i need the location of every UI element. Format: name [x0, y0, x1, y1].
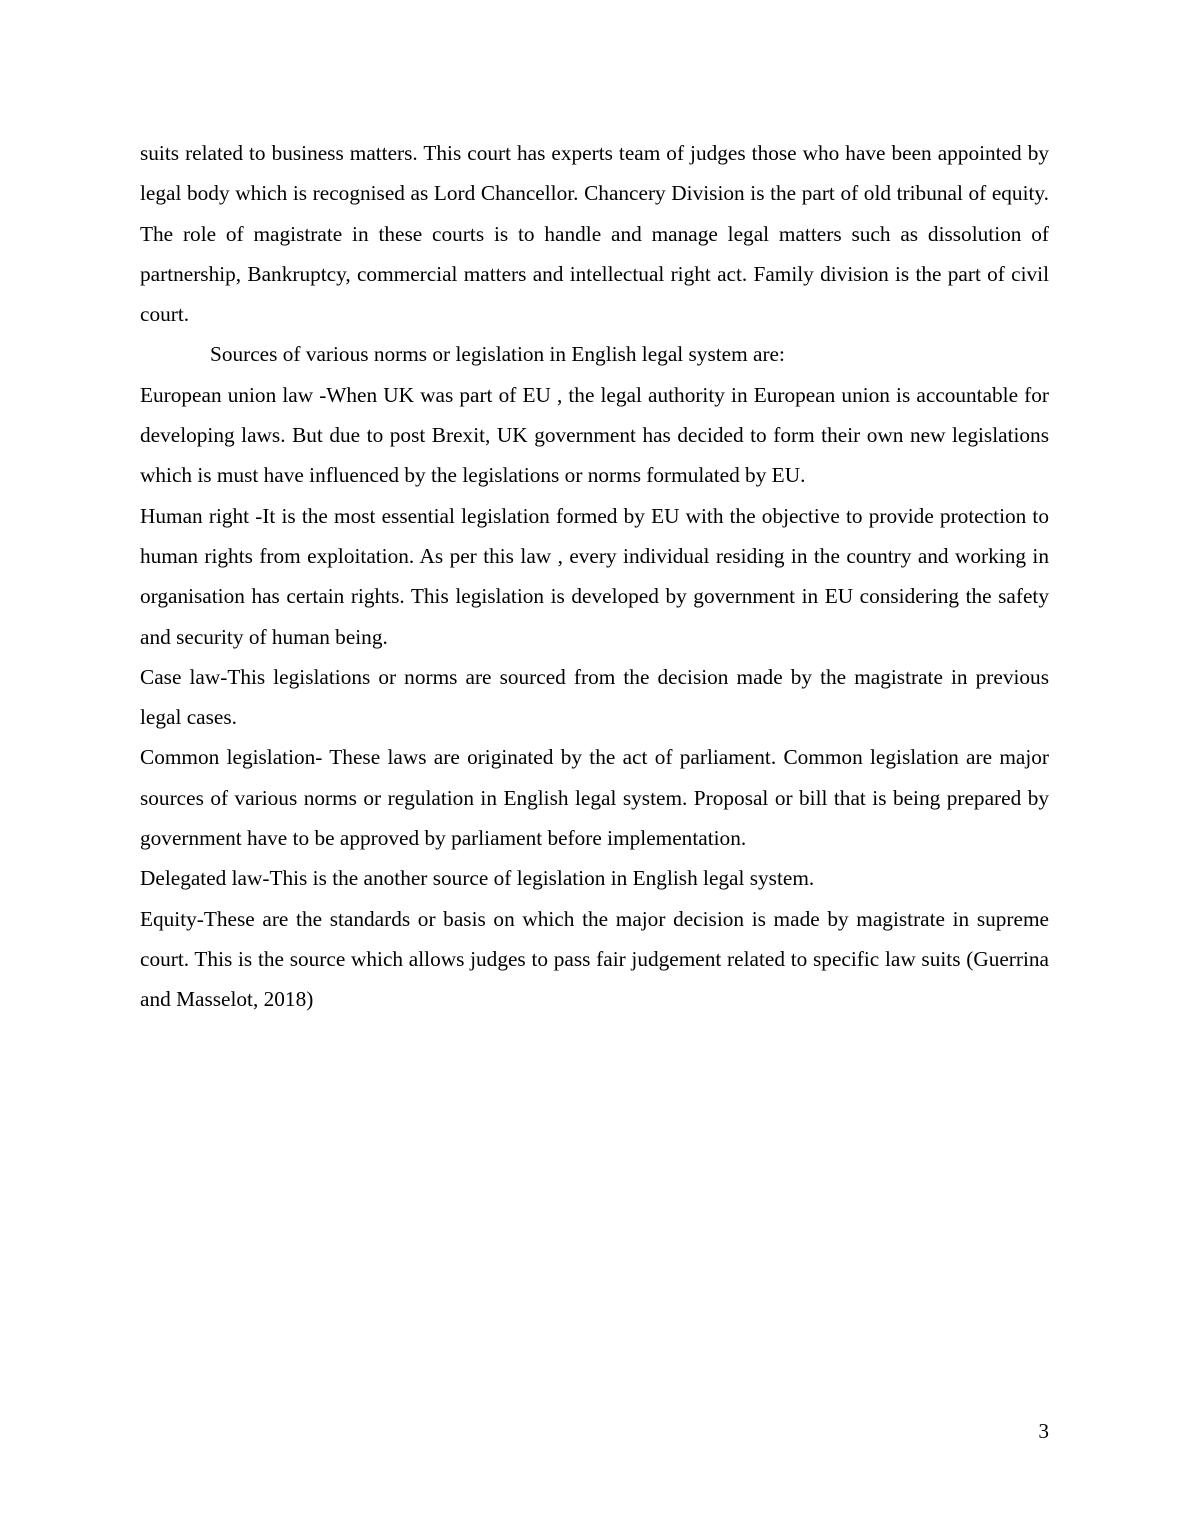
paragraph-european-union-law: European union law -When UK was part of EU , the legal authority in European union is accountable for developing laws. But due to post Brexit, UK government has decided to form their own new legislations which is must have influenced by the legislations or norms formulated by EU. [140, 382, 1049, 488]
paragraph-court-divisions: suits related to business matters. This court has experts team of judges those who have been appointed by legal body which is recognised as Lord Chancellor. Chancery Division is the part of old tribunal of equity. The role of magistrate in these courts is to handle and manage legal matters such as dissolution of partnership, Bankruptcy, commercial matters and intellectual right act. Family division is the part of civil court. [140, 141, 1049, 327]
page-number: 3 [1038, 1419, 1049, 1443]
document-body [140, 133, 1049, 1020]
paragraph-human-right: Human right -It is the most essential legislation formed by EU with the objective to provide protection to human rights from exploitation. As per this law , every individual residing in the country and working in organisation has certain rights. This legislation is developed by government in EU considering the safety and security of human being. [140, 503, 1049, 649]
paragraph-delegated-law: Delegated law-This is the another source of legislation in English legal system. [140, 866, 815, 891]
paragraph-case-law: Case law-This legislations or norms are sourced from the decision made by the magistrate in previous legal cases. [140, 664, 1049, 730]
paragraph-common-legislation: Common legislation- These laws are originated by the act of parliament. Common legislation are major sources of various norms or regulation in English legal system. Proposal or bill that is being prepared by government have to be approved by parliament before implementation. [140, 745, 1049, 851]
paragraph-equity: Equity-These are the standards or basis on which the major decision is made by magistrate in supreme court. This is the source which allows judges to pass fair judgement related to specific law suits (Guerrina and Masselot, 2018) [140, 906, 1049, 1012]
paragraph-sources-intro: Sources of various norms or legislation in English legal system are: [210, 342, 785, 367]
